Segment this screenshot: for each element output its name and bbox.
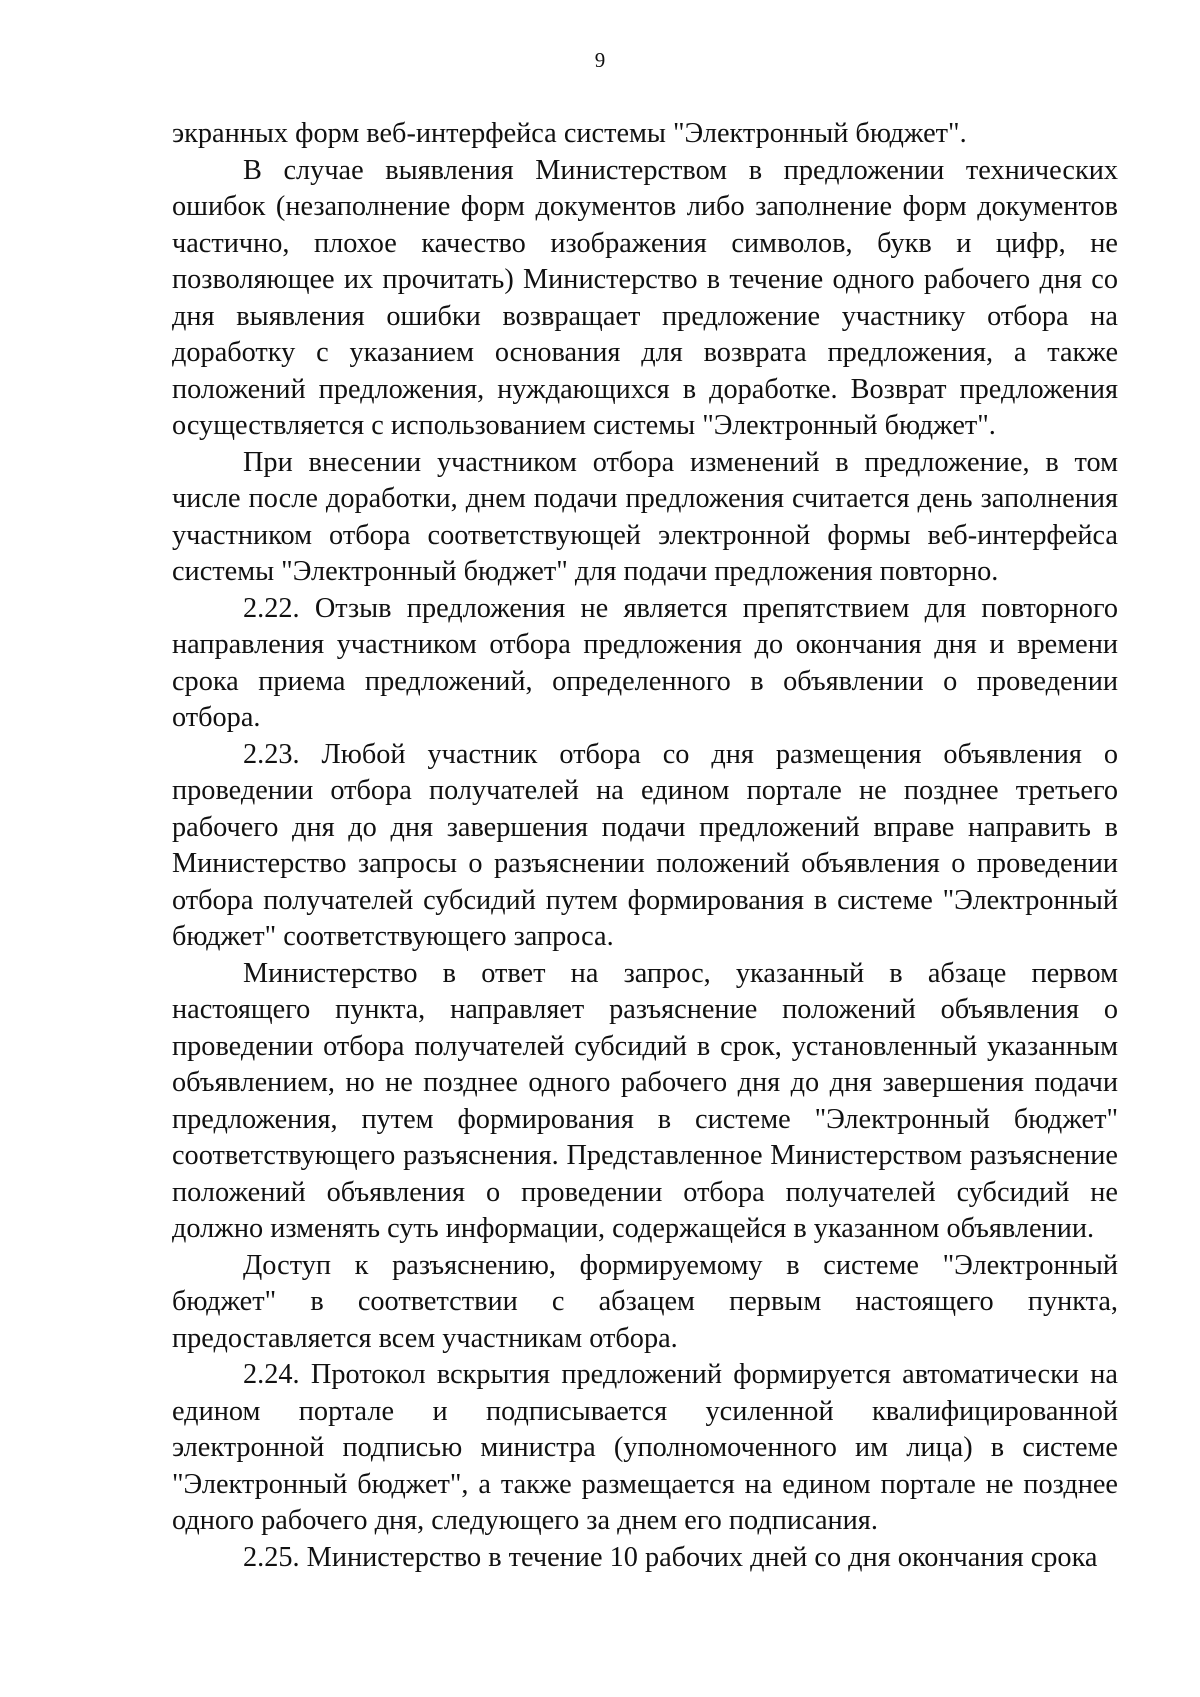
- paragraph-proposal-changes: При внесении участником отбора изменений в предложение, в том числе после доработки, днем подачи предложения считается день заполнения участником отбора соответствующей электронной формы веб-интерфейса системы "Электронный бюджет" для подачи предложения повторно.: [172, 446, 1118, 587]
- paragraph-access-clarification: Доступ к разъяснению, формируемому в системе "Электронный бюджет" в соответствии с абзацем первым настоящего пункта, предоставляется всем участникам отбора.: [172, 1249, 1118, 1354]
- paragraph-ministry-response: Министерство в ответ на запрос, указанный в абзаце первом настоящего пункта, направляет разъяснение положений объявления о проведении отбора получателей субсидий в срок, установленный указанным объявлением, но не позднее одного рабочего дня до дня завершения подачи предложения, путем формирования в системе "Электронный бюджет" соответствующего разъяснения. Представленное Министерством разъяснение положений объявления о проведении отбора получателей субсидий не должно изменять суть информации, содержащейся в указанном объявлении.: [172, 957, 1118, 1244]
- page-number: 9: [594, 48, 606, 72]
- paragraph-technical-errors: В случае выявления Министерством в предложении технических ошибок (незаполнение форм документов либо заполнение форм документов частично, плохое качество изображения символов, букв и цифр, не позволяющее их прочитать) Министерство в течение одного рабочего дня со дня выявления ошибки возвращает предложение участнику отбора на доработку с указанием основания для возврата предложения, а также положений предложения, нуждающихся в доработке. Возврат предложения осуществляется с использованием системы "Электронный бюджет".: [172, 154, 1118, 441]
- paragraph-2-22: 2.22. Отзыв предложения не является препятствием для повторного направления участником отбора предложения до окончания дня и времени срока приема предложений, определенного в объявлении о проведении отбора.: [172, 592, 1118, 733]
- paragraph-2-25: 2.25. Министерство в течение 10 рабочих дней со дня окончания срока: [243, 1541, 1098, 1573]
- paragraph-2-23: 2.23. Любой участник отбора со дня размещения объявления о проведении отбора получателей на едином портале не позднее третьего рабочего дня до дня завершения подачи предложений вправе направить в Министерство запросы о разъяснении положений объявления о проведении отбора получателей субсидий путем формирования в системе "Электронный бюджет" соответствующего запроса.: [172, 738, 1118, 952]
- paragraph-2-24: 2.24. Протокол вскрытия предложений формируется автоматически на едином портале и подписывается усиленной квалифицированной электронной подписью министра (уполномоченного им лица) в системе "Электронный бюджет", а также размещается на едином портале не позднее одного рабочего дня, следующего за днем его подписания.: [172, 1359, 1118, 1536]
- document-body: [172, 116, 1118, 1576]
- paragraph-continuation: экранных форм веб-интерфейса системы "Электронный бюджет".: [172, 118, 967, 149]
